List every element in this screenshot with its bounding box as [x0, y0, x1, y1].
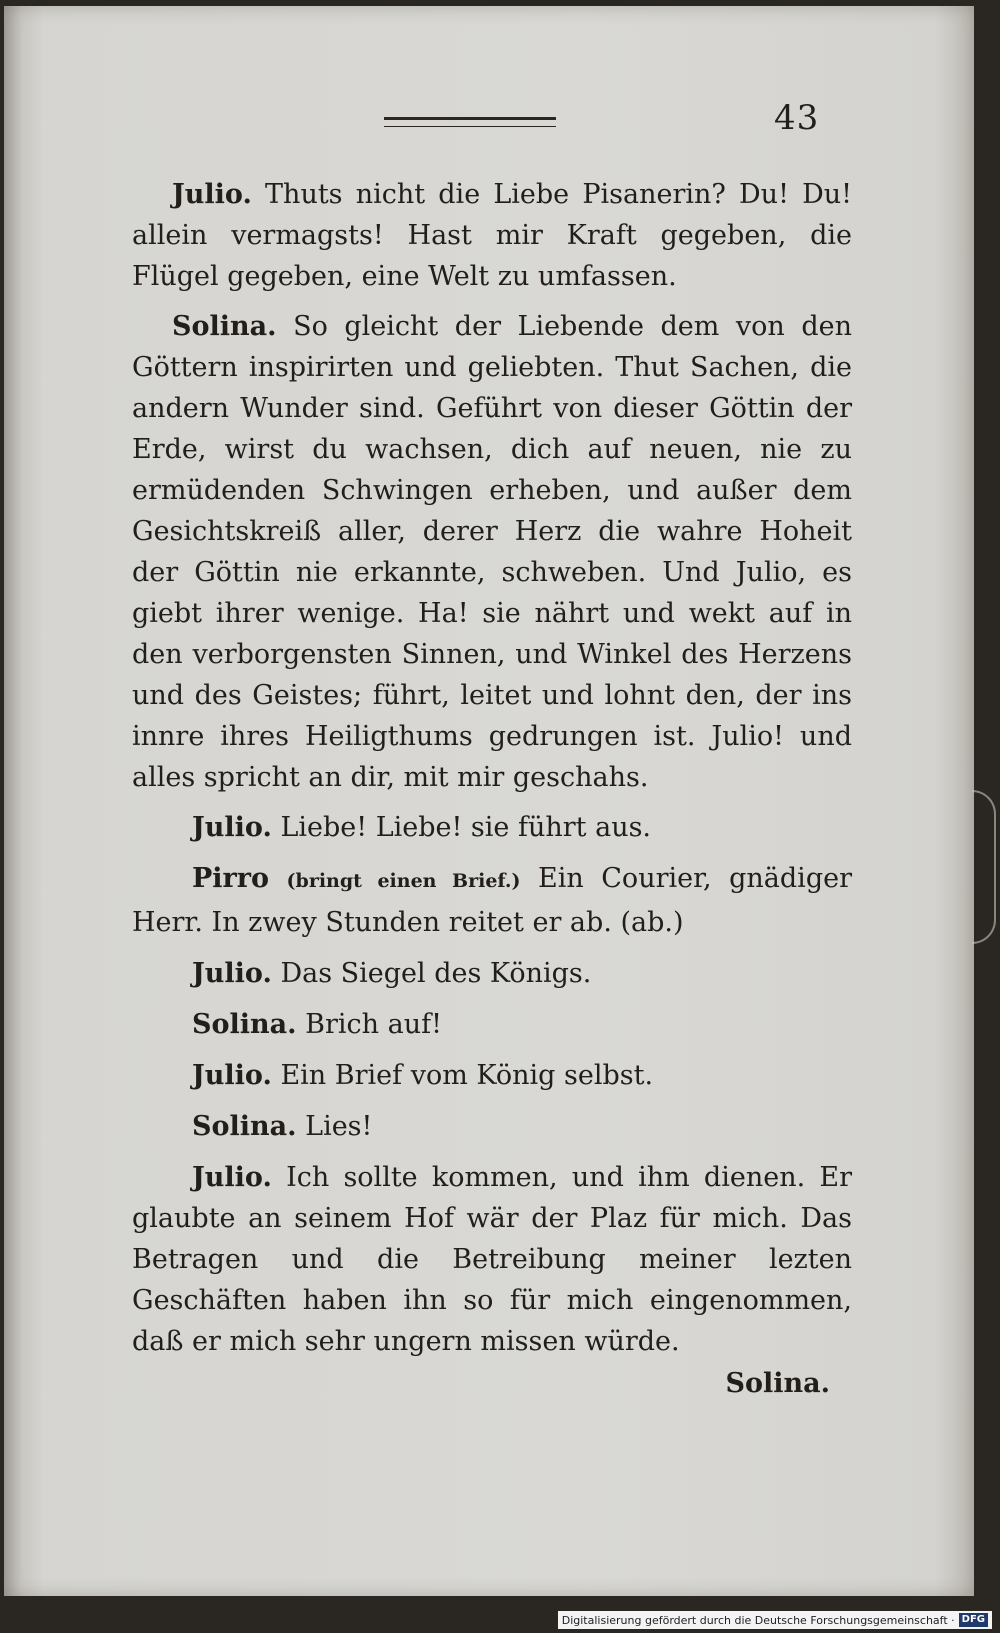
paragraph [132, 953, 852, 994]
speaker-name: Solina. [172, 311, 277, 342]
digitization-footer [558, 1611, 992, 1629]
paragraph [132, 807, 852, 848]
dfg-logo-icon: DFG [959, 1613, 988, 1627]
paragraph-text: Lies! [305, 1111, 373, 1142]
body-text [132, 174, 852, 1372]
stage-direction: (bringt einen Brief.) [286, 870, 521, 892]
footer-credit: Digitalisierung gefördert durch die Deutsche Forschungsgemeinschaft · [561, 1613, 955, 1627]
catchword: Solina. [725, 1368, 830, 1399]
paragraph-text: Brich auf! [305, 1009, 442, 1040]
paragraph [132, 1106, 852, 1147]
speaker-name: Solina. [192, 1009, 297, 1040]
next-page-edge [972, 790, 996, 944]
header-rule [384, 117, 556, 127]
paragraph [132, 1055, 852, 1096]
speaker-name: Julio. [192, 812, 272, 843]
paragraph [132, 1004, 852, 1045]
paragraph-text: Liebe! Liebe! sie führt aus. [280, 812, 652, 843]
speaker-name: Julio. [172, 179, 252, 210]
paragraph-text: So gleicht der Liebende dem von den Göttern inspirirten und geliebten. Thut Sachen, die andern Wunder sind. Geführt von dieser Göttin der Erde, wirst du wachsen, dich auf neuen, nie zu ermüdenden Schwingen erheben, und außer dem Gesichtskreiß aller, derer Herz die wahre Hoheit der Göttin nie erkannte, schweben. Und Julio, es giebt ihrer wenige. Ha! sie nährt und wekt auf in den verborgensten Sinnen, und Winkel des Herzens und des Geistes; führt, leitet und lohnt den, der ins innre ihres Heiligthums gedrungen ist. Julio! und alles spricht an dir, mit mir geschahs. [132, 311, 852, 793]
paragraph [132, 306, 852, 798]
paragraph [132, 858, 852, 943]
speaker-name: Solina. [192, 1111, 297, 1142]
page-number: 43 [774, 98, 820, 138]
paragraph [132, 1157, 852, 1362]
paragraph-text: Thuts nicht die Liebe Pisanerin? Du! Du! allein vermagsts! Hast mir Kraft gegeben, die Flügel gegeben, eine Welt zu umfassen. [132, 179, 852, 292]
paragraph-text: Ein Courier, gnädiger Herr. In zwey Stunden reitet er ab. (ab.) [132, 863, 852, 938]
book-page [4, 6, 974, 1596]
speaker-name: Julio. [192, 1162, 272, 1193]
speaker-name: Julio. [192, 958, 272, 989]
paragraph-text: Ein Brief vom König selbst. [280, 1060, 654, 1091]
speaker-name: Julio. [192, 1060, 272, 1091]
paragraph-text: Das Siegel des Königs. [280, 958, 592, 989]
paragraph [132, 174, 852, 297]
speaker-name: Pirro [192, 863, 270, 894]
paragraph-text: Ich sollte kommen, und ihm dienen. Er glaubte an seinem Hof wär der Plaz für mich. Das Betragen und die Betreibung meiner lezten Geschäften haben ihn so für mich eingenommen, daß er mich sehr ungern missen würde. [132, 1162, 852, 1357]
